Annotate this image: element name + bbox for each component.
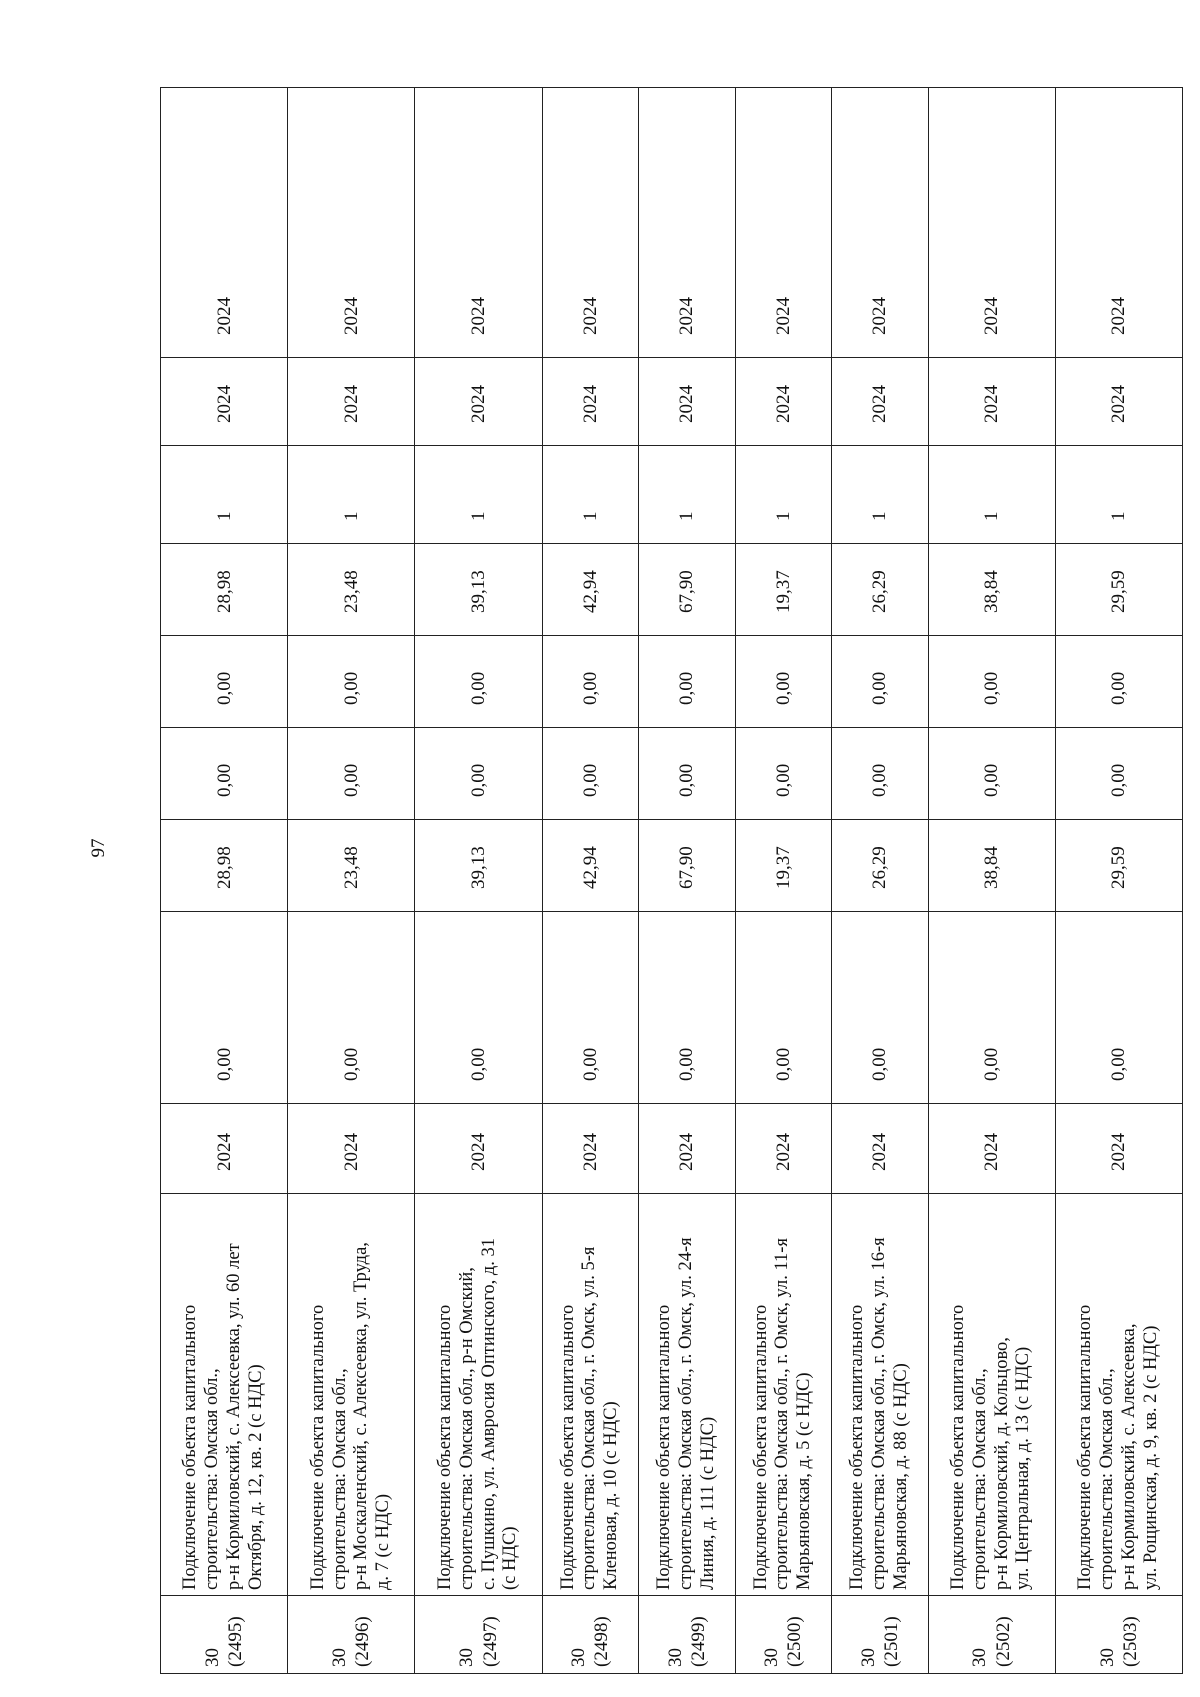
description-line: р-н Кормиловский, с. Алексеевка, [1118,1323,1139,1590]
table-container [160,88,1183,1674]
row-number: 30 [201,1648,223,1667]
year-cell: 2024 [832,1104,928,1194]
count-cell: 1 [928,446,1055,544]
description-line: строительства: Омская обл., г. Омск, ул. 16-я [868,1237,889,1590]
description-line: строительства: Омская обл., г. Омск, ул. 11-я [772,1238,793,1590]
description-line: Подключение объекта капитального [1075,1304,1096,1590]
description-line: ул. Рощинская, д. 9, кв. 2 (с НДС) [1140,1325,1161,1590]
year-cell: 2024 [928,1104,1055,1194]
row-number: 30 [761,1648,783,1667]
year-cell: 2024 [415,1104,542,1194]
table-row [542,88,638,1674]
value-cell: 0,00 [542,728,638,820]
description-line: д. 7 (с НДС) [373,1493,394,1590]
rotated-table-frame [160,88,1183,1674]
value-cell: 0,00 [161,636,288,728]
row-number: 30 [664,1648,686,1667]
description-line: ул. Центральная, д. 13 (с НДС) [1013,1346,1034,1590]
description-line: Подключение объекта капитального [434,1304,455,1590]
start-year-cell: 2024 [161,358,288,446]
amount-cell: 28,98 [161,544,288,636]
count-cell: 1 [735,446,831,544]
description-cell [542,1194,638,1596]
description-line: (с НДС) [500,1526,521,1590]
value-cell: 0,00 [542,636,638,728]
description-cell [639,1194,735,1596]
description-line: Подключение объекта капитального [557,1304,578,1590]
description-line: Октября, д. 12, кв. 2 (с НДС) [245,1364,266,1590]
count-cell: 1 [161,446,288,544]
start-year-cell: 2024 [735,358,831,446]
value-cell: 0,00 [639,728,735,820]
description-line: Подключение объекта капитального [947,1304,968,1590]
table-row [639,88,735,1674]
description-line: Марьяновская, д. 88 (с НДС) [890,1363,911,1590]
row-subnumber: (2502) [992,1616,1014,1667]
row-subnumber: (2503) [1119,1616,1141,1667]
row-subnumber: (2501) [880,1616,902,1667]
end-year-cell: 2024 [832,88,928,358]
amount-cell: 29,59 [1055,544,1182,636]
row-number-cell [639,1596,735,1674]
description-line: Подключение объекта капитального [750,1304,771,1590]
row-number: 30 [568,1648,590,1667]
total-cell: 26,29 [832,820,928,912]
value-cell: 0,00 [288,728,415,820]
end-year-cell: 2024 [288,88,415,358]
description-cell [928,1194,1055,1596]
end-year-cell: 2024 [735,88,831,358]
total-cell: 42,94 [542,820,638,912]
row-subnumber: (2498) [591,1616,613,1667]
start-year-cell: 2024 [415,358,542,446]
page-number: 97 [88,838,109,858]
description-line: Подключение объекта капитального [847,1304,868,1590]
description-line: Подключение объекта капитального [307,1304,328,1590]
description-line: р-н Кормиловский, д. Кольцово, [991,1337,1012,1590]
description-line: р-н Кормиловский, с. Алексеевка, ул. 60 лет [224,1243,245,1590]
row-number: 30 [329,1648,351,1667]
total-cell: 19,37 [735,820,831,912]
table-row [735,88,831,1674]
count-cell: 1 [415,446,542,544]
description-cell [1055,1194,1182,1596]
row-subnumber: (2495) [225,1616,247,1667]
description-line: Подключение объекта капитального [654,1304,675,1590]
end-year-cell: 2024 [542,88,638,358]
value-cell: 0,00 [928,912,1055,1104]
start-year-cell: 2024 [928,358,1055,446]
amount-cell: 23,48 [288,544,415,636]
row-number-cell [735,1596,831,1674]
description-cell [832,1194,928,1596]
value-cell: 0,00 [288,912,415,1104]
start-year-cell: 2024 [639,358,735,446]
value-cell: 0,00 [415,636,542,728]
year-cell: 2024 [735,1104,831,1194]
description-cell [288,1194,415,1596]
value-cell: 0,00 [832,912,928,1104]
year-cell: 2024 [288,1104,415,1194]
row-subnumber: (2497) [479,1616,501,1667]
count-cell: 1 [1055,446,1182,544]
description-line: р-н Москаленский, с. Алексеевка, ул. Труда, [351,1242,372,1590]
description-line: Кленовая, д. 10 (с НДС) [601,1401,622,1590]
row-number-cell [1055,1596,1182,1674]
table-row [161,88,288,1674]
value-cell: 0,00 [542,912,638,1104]
row-number-cell [161,1596,288,1674]
value-cell: 0,00 [161,728,288,820]
row-number: 30 [456,1648,478,1667]
start-year-cell: 2024 [832,358,928,446]
value-cell: 0,00 [415,912,542,1104]
count-cell: 1 [832,446,928,544]
row-number-cell [832,1596,928,1674]
end-year-cell: 2024 [639,88,735,358]
count-cell: 1 [542,446,638,544]
total-cell: 23,48 [288,820,415,912]
value-cell: 0,00 [1055,728,1182,820]
amount-cell: 26,29 [832,544,928,636]
amount-cell: 38,84 [928,544,1055,636]
value-cell: 0,00 [832,636,928,728]
end-year-cell: 2024 [415,88,542,358]
description-line: Линия, д. 111 (с НДС) [697,1416,718,1590]
end-year-cell: 2024 [928,88,1055,358]
total-cell: 39,13 [415,820,542,912]
value-cell: 0,00 [288,636,415,728]
value-cell: 0,00 [735,728,831,820]
value-cell: 0,00 [928,636,1055,728]
value-cell: 0,00 [639,912,735,1104]
year-cell: 2024 [639,1104,735,1194]
total-cell: 29,59 [1055,820,1182,912]
description-line: строительства: Омская обл., [202,1368,223,1590]
start-year-cell: 2024 [542,358,638,446]
count-cell: 1 [639,446,735,544]
description-line: Подключение объекта капитального [180,1304,201,1590]
value-cell: 0,00 [415,728,542,820]
row-number-cell [542,1596,638,1674]
value-cell: 0,00 [1055,912,1182,1104]
value-cell: 0,00 [832,728,928,820]
description-cell [415,1194,542,1596]
table-row [1055,88,1182,1674]
value-cell: 0,00 [735,636,831,728]
table-row [415,88,542,1674]
description-line: Марьяновская, д. 5 (с НДС) [794,1372,815,1590]
row-number-cell [415,1596,542,1674]
description-line: строительства: Омская обл., р-н Омский, [456,1267,477,1590]
table-row [928,88,1055,1674]
value-cell: 0,00 [1055,636,1182,728]
year-cell: 2024 [161,1104,288,1194]
row-number-cell [928,1596,1055,1674]
row-number: 30 [1096,1648,1118,1667]
value-cell: 0,00 [735,912,831,1104]
row-subnumber: (2499) [687,1616,709,1667]
value-cell: 0,00 [639,636,735,728]
table-row [288,88,415,1674]
year-cell: 2024 [1055,1104,1182,1194]
row-number: 30 [969,1648,991,1667]
description-line: строительства: Омская обл., г. Омск, ул. 5-я [579,1246,600,1590]
table-body [161,88,1183,1674]
description-line: строительства: Омская обл., г. Омск, ул. 24-я [675,1237,696,1590]
description-line: строительства: Омская обл., [329,1368,350,1590]
description-line: строительства: Омская обл., [1097,1368,1118,1590]
description-cell [735,1194,831,1596]
row-subnumber: (2500) [784,1616,806,1667]
count-cell: 1 [288,446,415,544]
amount-cell: 39,13 [415,544,542,636]
amount-cell: 42,94 [542,544,638,636]
amount-cell: 67,90 [639,544,735,636]
table-row [832,88,928,1674]
year-cell: 2024 [542,1104,638,1194]
row-number: 30 [857,1648,879,1667]
start-year-cell: 2024 [1055,358,1182,446]
end-year-cell: 2024 [1055,88,1182,358]
description-cell [161,1194,288,1596]
start-year-cell: 2024 [288,358,415,446]
value-cell: 0,00 [928,728,1055,820]
total-cell: 38,84 [928,820,1055,912]
amount-cell: 19,37 [735,544,831,636]
value-cell: 0,00 [161,912,288,1104]
row-number-cell [288,1596,415,1674]
description-line: с. Пушкино, ул. Амвросия Оптинского, д. 31 [478,1238,499,1590]
total-cell: 67,90 [639,820,735,912]
capital-construction-table [160,87,1183,1674]
end-year-cell: 2024 [161,88,288,358]
description-line: строительства: Омская обл., [969,1368,990,1590]
total-cell: 28,98 [161,820,288,912]
row-subnumber: (2496) [352,1616,374,1667]
